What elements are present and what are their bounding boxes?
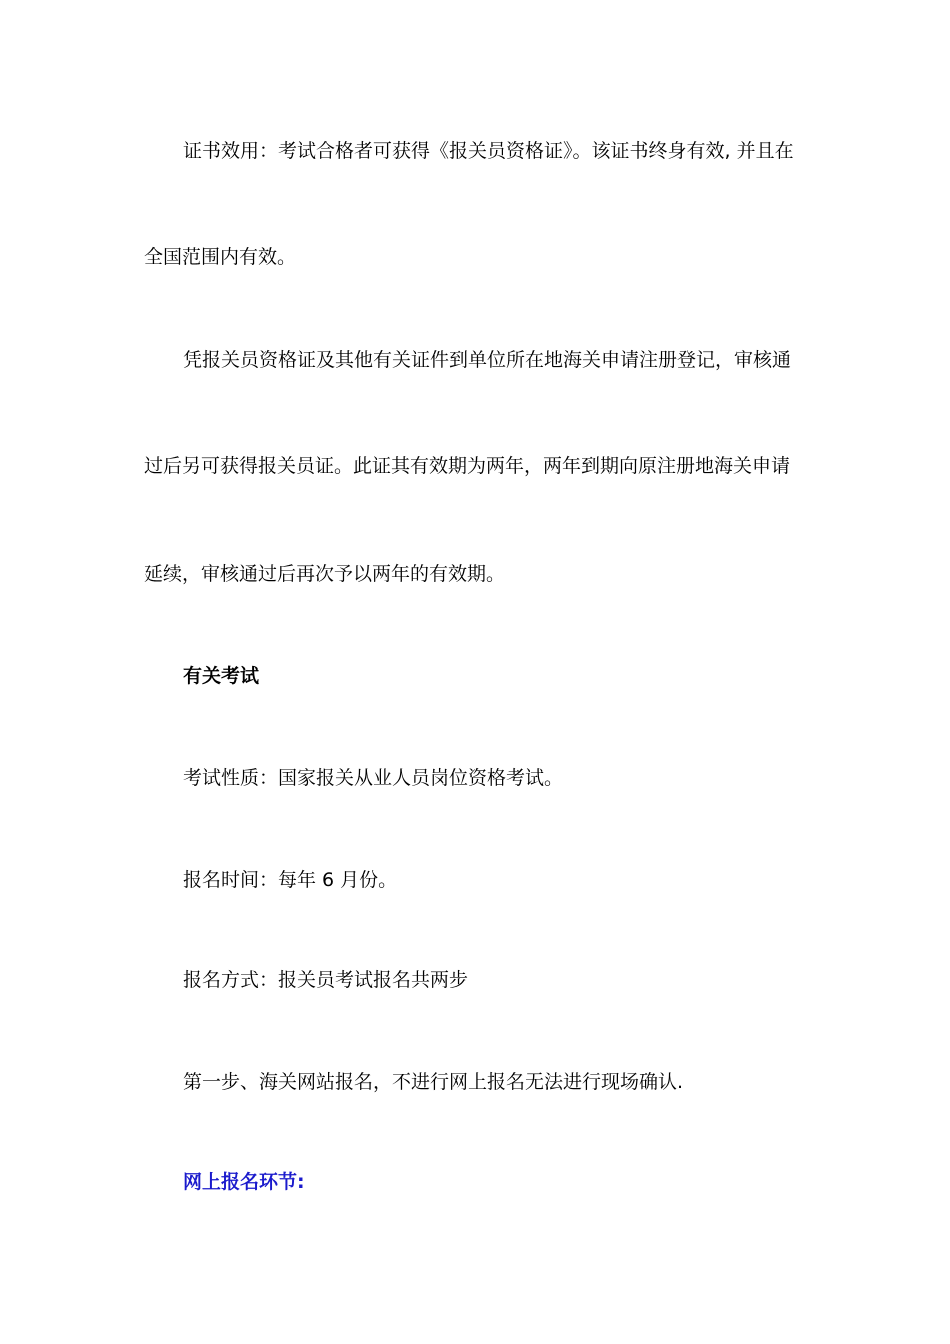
online-signup-heading: 网上报名环节: [183,1171,305,1193]
signup-time-text: 报名时间：每年 6 月份。 [183,869,398,891]
signup-method-text: 报名方式：报关员考试报名共两步 [183,969,469,991]
cert-paragraph-line-2: 全国范围内有效。 [144,246,297,268]
section-heading-exam: 有关考试 [183,665,260,687]
registration-paragraph-line-2: 过后另可获得报关员证。此证其有效期为两年，两年到期向原注册地海关申请 [144,455,791,477]
step-one-text: 第一步、海关网站报名，不进行网上报名无法进行现场确认. [183,1071,684,1093]
cert-paragraph-line-1: 证书效用：考试合格者可获得《报关员资格证》。该证书终身有效, 并且在 [183,140,794,162]
exam-nature-text: 考试性质：国家报关从业人员岗位资格考试。 [183,767,564,789]
registration-paragraph-line-1: 凭报关员资格证及其他有关证件到单位所在地海关申请注册登记，审核通 [183,349,792,371]
registration-paragraph-line-3: 延续，审核通过后再次予以两年的有效期。 [144,563,506,585]
